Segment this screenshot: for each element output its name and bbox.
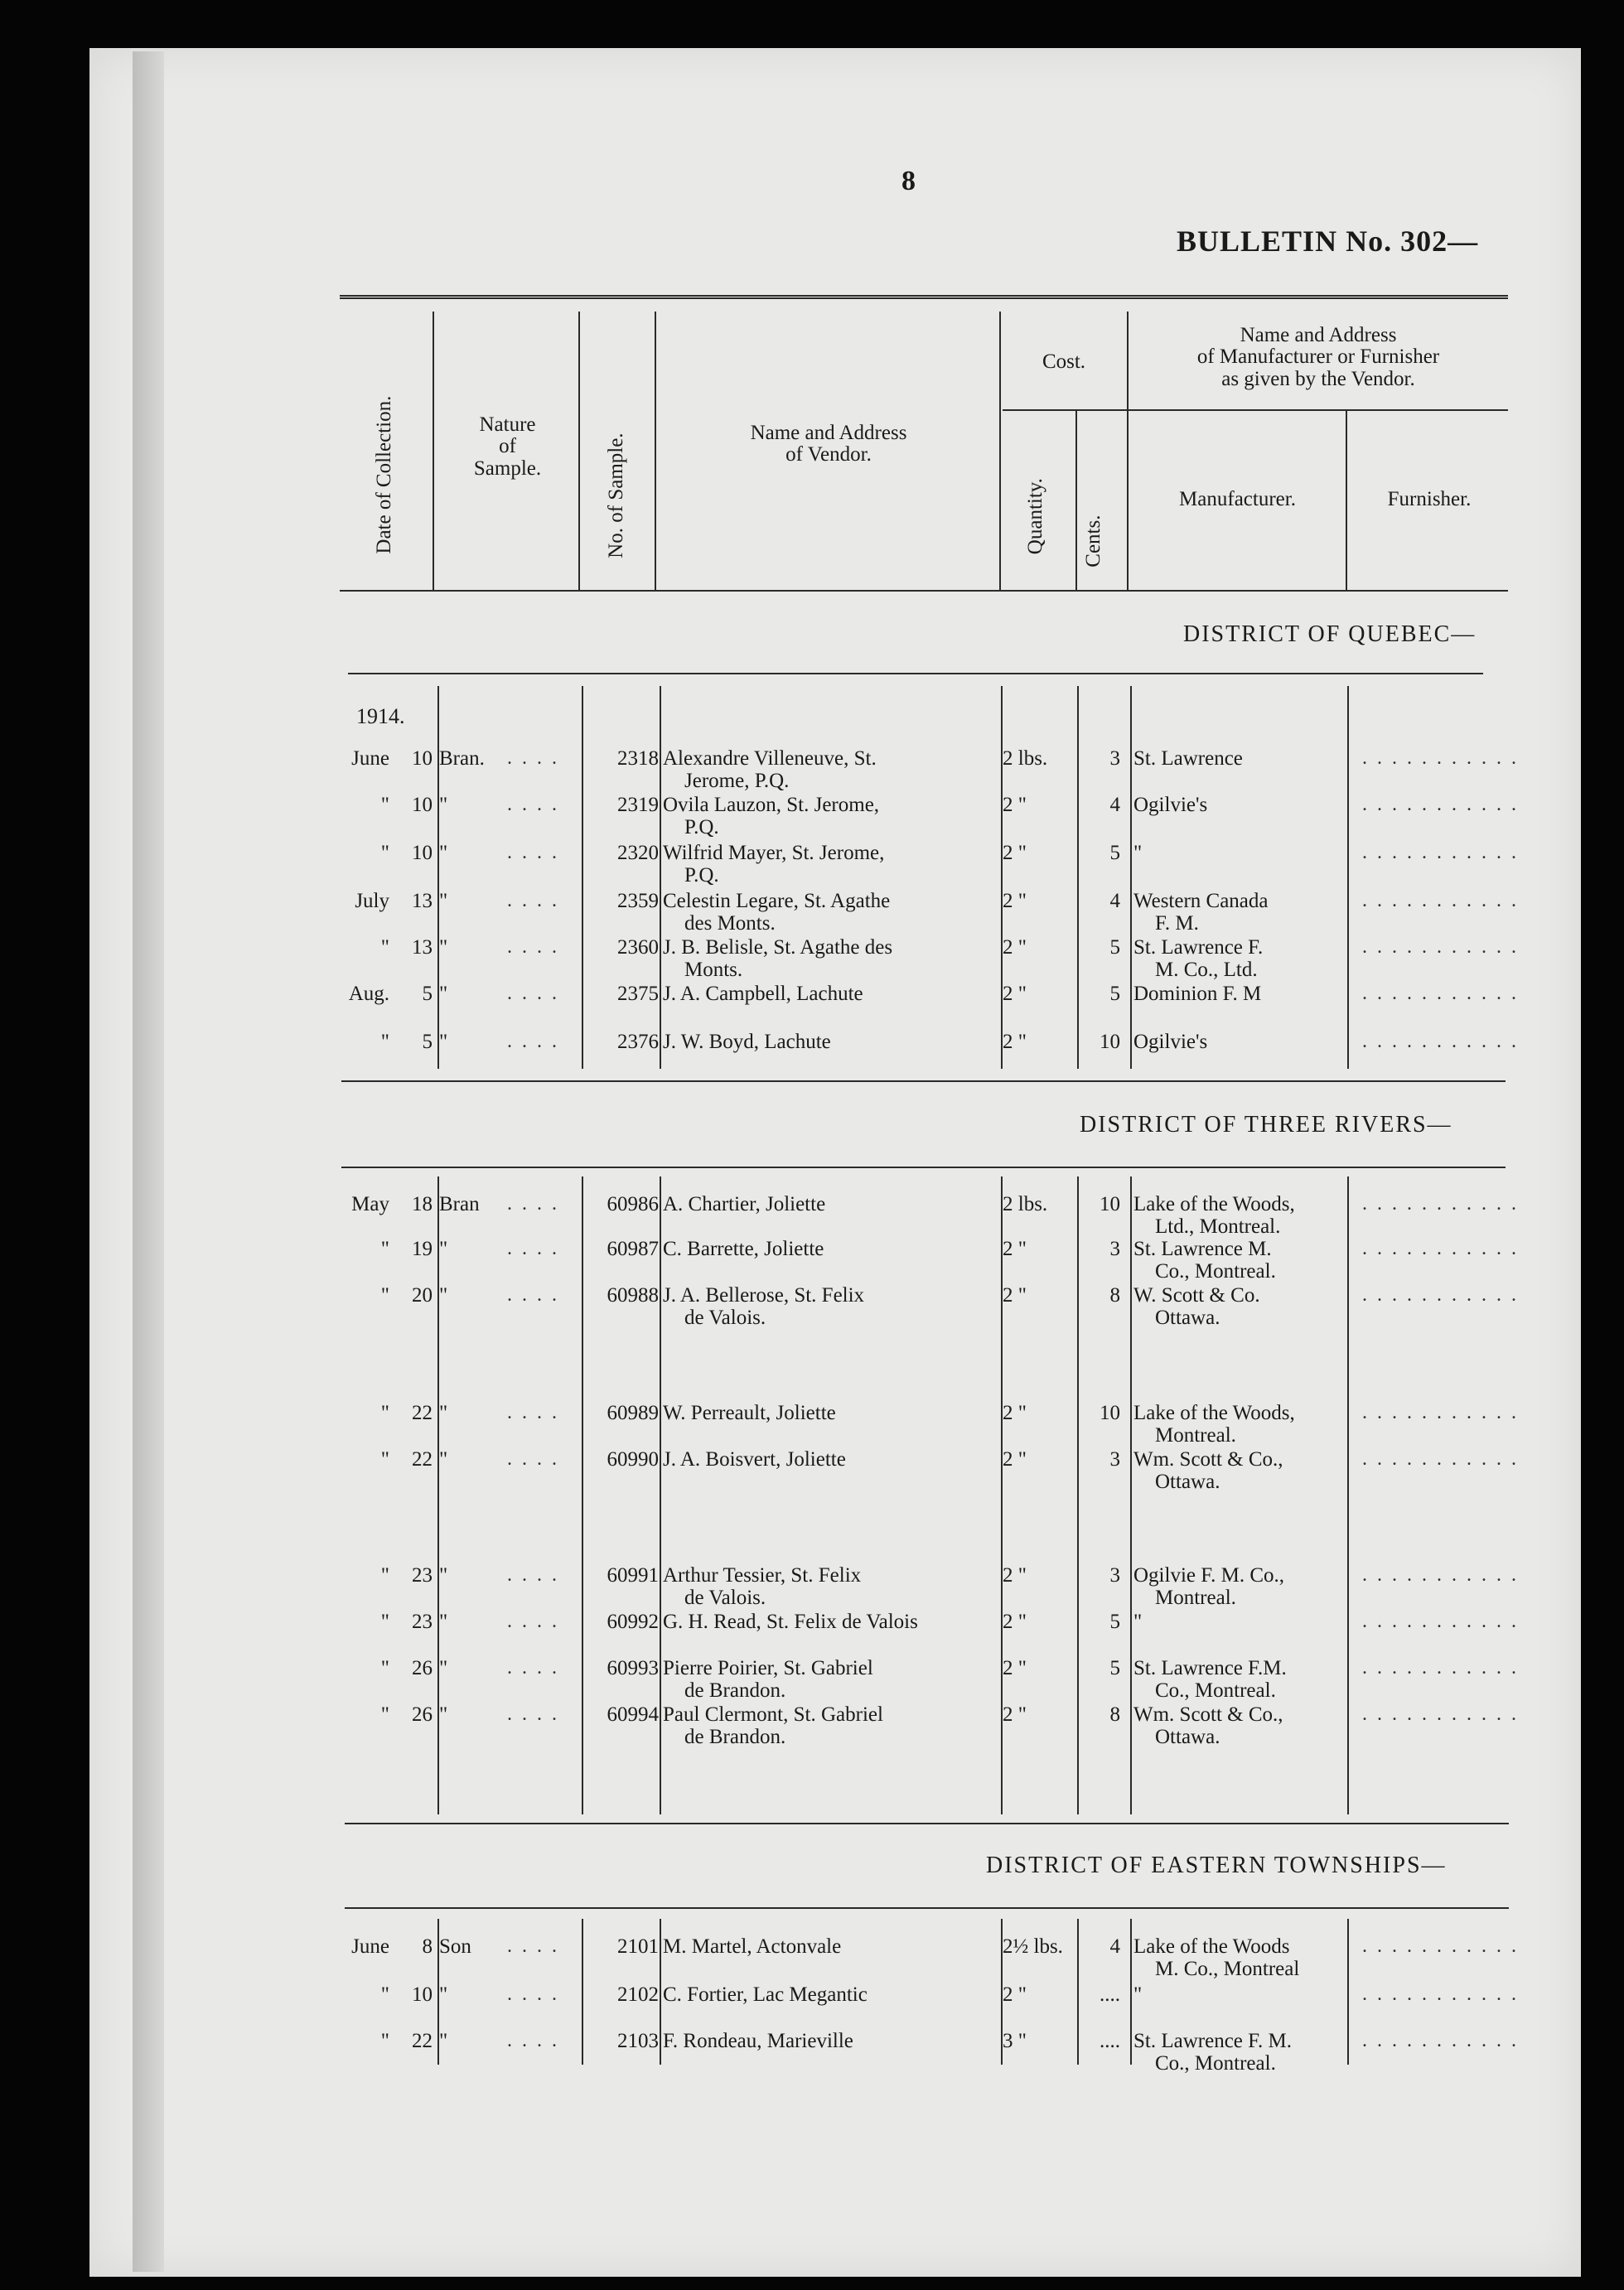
manufacturer-line: Lake of the Woods, xyxy=(1133,1402,1295,1424)
row-day: 13 xyxy=(412,890,433,912)
row-vendor xyxy=(663,1193,1001,1215)
manufacturer-line: F. M. xyxy=(1155,912,1199,935)
row-cents: 5 xyxy=(1109,936,1120,959)
row-month: " xyxy=(380,1031,389,1053)
row-manufacturer xyxy=(1133,1193,1345,1238)
row-quantity: 2 " xyxy=(1003,794,1027,816)
row-nature-leader: . . . . xyxy=(507,1284,559,1306)
row-vendor xyxy=(663,1935,1001,1958)
manufacturer-line: Co., Montreal. xyxy=(1155,1679,1276,1702)
row-manufacturer xyxy=(1133,1935,1345,1980)
column-rule xyxy=(1130,686,1132,1069)
row-vendor xyxy=(663,2030,1001,2052)
row-sample-no: 60993 xyxy=(607,1657,659,1679)
row-nature-leader: . . . . xyxy=(507,842,559,863)
row-sample-no: 2318 xyxy=(617,747,659,770)
row-furnisher-leader: . . . . . . . . . . . xyxy=(1362,1657,1519,1679)
vendor-line: P.Q. xyxy=(684,864,719,887)
row-cents: 8 xyxy=(1109,1284,1120,1307)
row-month: " xyxy=(380,1657,389,1679)
page-edge xyxy=(133,51,164,2272)
row-vendor xyxy=(663,1448,1001,1471)
manufacturer-line: Ottawa. xyxy=(1155,1471,1220,1493)
row-nature-leader: . . . . xyxy=(507,794,559,815)
row-manufacturer xyxy=(1133,1611,1345,1633)
row-nature-leader: . . . . xyxy=(507,936,559,958)
row-manufacturer xyxy=(1133,794,1345,816)
row-furnisher-leader: . . . . . . . . . . . xyxy=(1362,794,1519,815)
row-cents: 5 xyxy=(1109,983,1120,1005)
manufacturer-line: Wm. Scott & Co., xyxy=(1133,1448,1283,1471)
row-nature-leader: . . . . xyxy=(507,1402,559,1423)
row-day: 23 xyxy=(412,1611,433,1633)
header-quantity: Quantity. xyxy=(1023,478,1046,555)
row-nature: " xyxy=(439,1657,448,1679)
row-nature: " xyxy=(439,1402,448,1424)
row-manufacturer xyxy=(1133,1402,1345,1447)
column-rule xyxy=(1347,686,1349,1069)
vendor-line: J. A. Boisvert, Joliette xyxy=(663,1448,846,1471)
row-quantity: 2 " xyxy=(1003,983,1027,1005)
row-nature-leader: . . . . xyxy=(507,1657,559,1679)
vendor-line: Monts. xyxy=(684,959,743,981)
row-day: 26 xyxy=(412,1703,433,1726)
column-rule xyxy=(437,686,439,1069)
row-vendor xyxy=(663,842,1001,887)
row-day: 10 xyxy=(412,1983,433,2006)
header-cost: Cost. xyxy=(1042,350,1086,373)
row-sample-no: 60991 xyxy=(607,1564,659,1587)
row-furnisher-leader: . . . . . . . . . . . xyxy=(1362,983,1519,1004)
row-nature: " xyxy=(439,1031,448,1053)
row-nature: " xyxy=(439,890,448,912)
vendor-line: de Brandon. xyxy=(684,1726,786,1748)
row-furnisher-leader: . . . . . . . . . . . xyxy=(1362,1935,1519,1957)
row-furnisher-leader: . . . . . . . . . . . xyxy=(1362,842,1519,863)
manufacturer-line: Ltd., Montreal. xyxy=(1155,1215,1281,1238)
row-furnisher-leader: . . . . . . . . . . . xyxy=(1362,1193,1519,1215)
row-manufacturer xyxy=(1133,1284,1345,1329)
row-nature: " xyxy=(439,1448,448,1471)
vendor-line: Ovila Lauzon, St. Jerome, xyxy=(663,794,880,816)
manufacturer-line: St. Lawrence F. M. xyxy=(1133,2030,1293,2052)
row-cents: 5 xyxy=(1109,1657,1120,1679)
row-nature: Bran xyxy=(439,1193,480,1215)
district-heading-three-rivers: DISTRICT OF THREE RIVERS— xyxy=(1080,1112,1452,1138)
row-manufacturer xyxy=(1133,1031,1345,1053)
row-manufacturer xyxy=(1133,936,1345,981)
row-sample-no: 60992 xyxy=(607,1611,659,1633)
row-sample-no: 2376 xyxy=(617,1031,659,1053)
year-label: 1914. xyxy=(356,704,405,728)
row-month: July xyxy=(355,890,389,912)
row-sample-no: 60990 xyxy=(607,1448,659,1471)
row-nature: " xyxy=(439,1284,448,1307)
bulletin-title: BULLETIN No. 302— xyxy=(1177,225,1479,258)
manufacturer-line: " xyxy=(1133,1983,1143,2006)
vendor-line: M. Martel, Actonvale xyxy=(663,1935,842,1958)
row-cents: 10 xyxy=(1100,1193,1120,1215)
row-manufacturer xyxy=(1133,983,1345,1005)
row-sample-no: 2359 xyxy=(617,890,659,912)
row-furnisher-leader: . . . . . . . . . . . xyxy=(1362,747,1519,769)
vendor-line: de Valois. xyxy=(684,1307,766,1329)
row-day: 23 xyxy=(412,1564,433,1587)
vendor-line: P.Q. xyxy=(684,816,719,838)
manufacturer-line: Ogilvie's xyxy=(1133,1031,1208,1053)
vendor-line: Arthur Tessier, St. Felix xyxy=(663,1564,862,1587)
header-date-of-collection: Date of Collection. xyxy=(372,395,395,554)
row-cents: 3 xyxy=(1109,1448,1120,1471)
manufacturer-line: Co., Montreal. xyxy=(1155,2052,1276,2075)
row-vendor xyxy=(663,983,1001,1005)
manufacturer-line: M. Co., Ltd. xyxy=(1155,959,1258,981)
row-quantity: 2 lbs. xyxy=(1003,1193,1048,1215)
row-nature: " xyxy=(439,1564,448,1587)
row-cents: 10 xyxy=(1100,1031,1120,1053)
row-cents: 5 xyxy=(1109,842,1120,864)
column-rule xyxy=(660,1919,661,2065)
row-nature-leader: . . . . xyxy=(507,1983,559,2005)
row-month: Aug. xyxy=(348,983,389,1005)
row-manufacturer xyxy=(1133,1564,1345,1609)
column-rule xyxy=(1347,1919,1349,2065)
column-rule xyxy=(1347,1176,1349,1814)
row-quantity: 2 " xyxy=(1003,1983,1027,2006)
header-top-rule xyxy=(340,295,1508,299)
row-day: 10 xyxy=(412,794,433,816)
row-vendor xyxy=(663,747,1001,792)
row-month: " xyxy=(380,2030,389,2052)
row-sample-no: 60994 xyxy=(607,1703,659,1726)
row-day: 5 xyxy=(422,1031,433,1053)
column-rule xyxy=(1130,1919,1132,2065)
manufacturer-line: Co., Montreal. xyxy=(1155,1260,1276,1283)
row-quantity: 2 " xyxy=(1003,1564,1027,1587)
row-vendor xyxy=(663,890,1001,935)
row-furnisher-leader: . . . . . . . . . . . xyxy=(1362,1983,1519,2005)
row-manufacturer xyxy=(1133,890,1345,935)
row-nature: " xyxy=(439,1983,448,2006)
row-nature-leader: . . . . xyxy=(507,890,559,911)
header-no-of-sample: No. of Sample. xyxy=(604,432,627,558)
vendor-line: des Monts. xyxy=(684,912,776,935)
row-nature: " xyxy=(439,1238,448,1260)
row-quantity: 2 " xyxy=(1003,936,1027,959)
row-sample-no: 2320 xyxy=(617,842,659,864)
row-sample-no: 2102 xyxy=(617,1983,659,2006)
row-day: 8 xyxy=(422,1935,433,1958)
row-nature: " xyxy=(439,794,448,816)
row-month: " xyxy=(380,1448,389,1471)
row-day: 5 xyxy=(422,983,433,1005)
manufacturer-line: Wm. Scott & Co., xyxy=(1133,1703,1283,1726)
vendor-line: A. Chartier, Joliette xyxy=(663,1193,826,1215)
row-vendor xyxy=(663,1703,1001,1748)
row-manufacturer xyxy=(1133,747,1345,770)
row-manufacturer xyxy=(1133,1983,1345,2006)
row-nature-leader: . . . . xyxy=(507,1031,559,1052)
row-manufacturer xyxy=(1133,1703,1345,1748)
manufacturer-line: Lake of the Woods xyxy=(1133,1935,1290,1958)
row-quantity: 2 " xyxy=(1003,1611,1027,1633)
row-sample-no: 60989 xyxy=(607,1402,659,1424)
row-vendor xyxy=(663,1564,1001,1609)
row-vendor xyxy=(663,1611,1001,1633)
row-sample-no: 2360 xyxy=(617,936,659,959)
row-cents: .... xyxy=(1100,2030,1120,2052)
row-month: " xyxy=(380,1983,389,2006)
row-nature: " xyxy=(439,842,448,864)
row-manufacturer xyxy=(1133,1448,1345,1493)
header-nature-of-sample: Nature of Sample. xyxy=(473,413,542,480)
row-vendor xyxy=(663,936,1001,981)
row-day: 22 xyxy=(412,1448,433,1471)
row-cents: 8 xyxy=(1109,1703,1120,1726)
manufacturer-line: St. Lawrence F.M. xyxy=(1133,1657,1287,1679)
header-vendor: Name and Address of Vendor. xyxy=(750,422,907,466)
vendor-line: W. Perreault, Joliette xyxy=(663,1402,836,1424)
row-quantity: 2 " xyxy=(1003,1284,1027,1307)
manufacturer-line: " xyxy=(1133,1611,1143,1633)
manufacturer-line: Lake of the Woods, xyxy=(1133,1193,1295,1215)
row-manufacturer xyxy=(1133,842,1345,864)
column-rule xyxy=(1077,686,1079,1069)
manufacturer-line: Ottawa. xyxy=(1155,1307,1220,1329)
vendor-line: Jerome, P.Q. xyxy=(684,770,790,792)
row-sample-no: 2375 xyxy=(617,983,659,1005)
row-day: 22 xyxy=(412,2030,433,2052)
row-furnisher-leader: . . . . . . . . . . . xyxy=(1362,890,1519,911)
row-vendor xyxy=(663,1657,1001,1702)
row-quantity: 2 " xyxy=(1003,890,1027,912)
row-cents: 10 xyxy=(1100,1402,1120,1424)
vendor-line: C. Barrette, Joliette xyxy=(663,1238,824,1260)
manufacturer-line: Western Canada xyxy=(1133,890,1269,912)
row-furnisher-leader: . . . . . . . . . . . xyxy=(1362,1564,1519,1586)
row-manufacturer xyxy=(1133,1657,1345,1702)
row-sample-no: 60987 xyxy=(607,1238,659,1260)
row-nature: Bran. xyxy=(439,747,485,770)
row-furnisher-leader: . . . . . . . . . . . xyxy=(1362,1284,1519,1306)
row-month: " xyxy=(380,1611,389,1633)
vendor-line: J. A. Bellerose, St. Felix xyxy=(663,1284,865,1307)
row-furnisher-leader: . . . . . . . . . . . xyxy=(1362,1611,1519,1632)
row-nature: " xyxy=(439,983,448,1005)
vendor-line: C. Fortier, Lac Megantic xyxy=(663,1983,868,2006)
row-furnisher-leader: . . . . . . . . . . . xyxy=(1362,1448,1519,1470)
header-bottom-rule xyxy=(340,590,1508,592)
row-nature-leader: . . . . xyxy=(507,2030,559,2051)
row-furnisher-leader: . . . . . . . . . . . xyxy=(1362,1703,1519,1725)
row-cents: 3 xyxy=(1109,1564,1120,1587)
row-quantity: 2 " xyxy=(1003,1703,1027,1726)
vendor-line: G. H. Read, St. Felix de Valois xyxy=(663,1611,918,1633)
manufacturer-line: Montreal. xyxy=(1155,1587,1236,1609)
manufacturer-line: Montreal. xyxy=(1155,1424,1236,1447)
manufacturer-line: " xyxy=(1133,842,1143,864)
row-nature-leader: . . . . xyxy=(507,747,559,769)
vendor-line: de Valois. xyxy=(684,1587,766,1609)
row-month: June xyxy=(351,1935,389,1958)
row-quantity: 2 " xyxy=(1003,1238,1027,1260)
row-vendor xyxy=(663,794,1001,838)
row-day: 22 xyxy=(412,1402,433,1424)
row-month: " xyxy=(380,1284,389,1307)
row-furnisher-leader: . . . . . . . . . . . xyxy=(1362,2030,1519,2051)
row-nature-leader: . . . . xyxy=(507,1611,559,1632)
vendor-line: de Brandon. xyxy=(684,1679,786,1702)
row-furnisher-leader: . . . . . . . . . . . xyxy=(1362,1402,1519,1423)
row-quantity: 2 " xyxy=(1003,1402,1027,1424)
row-cents: 4 xyxy=(1109,890,1120,912)
row-quantity: 2½ lbs. xyxy=(1003,1935,1063,1958)
row-sample-no: 60986 xyxy=(607,1193,659,1215)
vendor-line: F. Rondeau, Marieville xyxy=(663,2030,853,2052)
row-month: " xyxy=(380,842,389,864)
vendor-line: Pierre Poirier, St. Gabriel xyxy=(663,1657,873,1679)
row-cents: 5 xyxy=(1109,1611,1120,1633)
manufacturer-line: St. Lawrence M. xyxy=(1133,1238,1272,1260)
row-furnisher-leader: . . . . . . . . . . . xyxy=(1362,1031,1519,1052)
row-quantity: 2 " xyxy=(1003,1448,1027,1471)
manufacturer-line: St. Lawrence F. xyxy=(1133,936,1264,959)
row-day: 20 xyxy=(412,1284,433,1307)
row-cents: 3 xyxy=(1109,747,1120,770)
vendor-line: J. A. Campbell, Lachute xyxy=(663,983,863,1005)
row-nature-leader: . . . . xyxy=(507,1193,559,1215)
vendor-line: Alexandre Villeneuve, St. xyxy=(663,747,877,770)
row-quantity: 2 " xyxy=(1003,1031,1027,1053)
row-sample-no: 2101 xyxy=(617,1935,659,1958)
row-day: 18 xyxy=(412,1193,433,1215)
column-rule xyxy=(1001,686,1003,1069)
row-furnisher-leader: . . . . . . . . . . . xyxy=(1362,936,1519,958)
column-rule xyxy=(582,1176,583,1814)
header-cost-rule xyxy=(1003,409,1508,411)
row-nature-leader: . . . . xyxy=(507,983,559,1004)
page-number: 8 xyxy=(901,166,916,196)
row-month: " xyxy=(380,794,389,816)
row-quantity: 3 " xyxy=(1003,2030,1027,2052)
district-heading-quebec: DISTRICT OF QUEBEC— xyxy=(1183,621,1477,647)
row-month: " xyxy=(380,1402,389,1424)
row-quantity: 2 lbs. xyxy=(1003,747,1048,770)
row-vendor xyxy=(663,1983,1001,2006)
row-cents: .... xyxy=(1100,1983,1120,2006)
manufacturer-line: Dominion F. M xyxy=(1133,983,1262,1005)
row-quantity: 2 " xyxy=(1003,842,1027,864)
manufacturer-line: Ogilvie F. M. Co., xyxy=(1133,1564,1285,1587)
row-cents: 4 xyxy=(1109,794,1120,816)
manufacturer-line: Ogilvie's xyxy=(1133,794,1208,816)
row-month: May xyxy=(351,1193,389,1215)
manufacturer-line: St. Lawrence xyxy=(1133,747,1243,770)
column-rule xyxy=(660,1176,661,1814)
row-nature-leader: . . . . xyxy=(507,1238,559,1259)
row-nature: Son xyxy=(439,1935,471,1958)
row-nature: " xyxy=(439,936,448,959)
row-month: " xyxy=(380,1564,389,1587)
row-month: " xyxy=(380,1703,389,1726)
manufacturer-line: Ottawa. xyxy=(1155,1726,1220,1748)
row-month: " xyxy=(380,936,389,959)
vendor-line: Paul Clermont, St. Gabriel xyxy=(663,1703,883,1726)
vendor-line: Wilfrid Mayer, St. Jerome, xyxy=(663,842,885,864)
row-nature-leader: . . . . xyxy=(507,1703,559,1725)
column-rule xyxy=(582,1919,583,2065)
row-manufacturer xyxy=(1133,1238,1345,1283)
row-cents: 4 xyxy=(1109,1935,1120,1958)
row-month: " xyxy=(380,1238,389,1260)
row-day: 26 xyxy=(412,1657,433,1679)
column-rule xyxy=(582,686,583,1069)
header-furnisher: Furnisher. xyxy=(1387,488,1472,510)
row-sample-no: 2319 xyxy=(617,794,659,816)
header-manufacturer: Manufacturer. xyxy=(1179,488,1296,510)
manufacturer-line: W. Scott & Co. xyxy=(1133,1284,1260,1307)
row-sample-no: 60988 xyxy=(607,1284,659,1307)
row-day: 10 xyxy=(412,747,433,770)
district-heading-eastern-townships: DISTRICT OF EASTERN TOWNSHIPS— xyxy=(986,1853,1447,1878)
row-vendor xyxy=(663,1402,1001,1424)
row-quantity: 2 " xyxy=(1003,1657,1027,1679)
row-day: 19 xyxy=(412,1238,433,1260)
column-rule xyxy=(1130,1176,1132,1814)
row-vendor xyxy=(663,1238,1001,1260)
header-name-address-manufacturer: Name and Address of Manufacturer or Furnisher as given by the Vendor. xyxy=(1196,324,1440,390)
row-month: June xyxy=(351,747,389,770)
row-nature: " xyxy=(439,1703,448,1726)
row-nature-leader: . . . . xyxy=(507,1935,559,1957)
row-nature-leader: . . . . xyxy=(507,1564,559,1586)
row-vendor xyxy=(663,1284,1001,1329)
row-cents: 3 xyxy=(1109,1238,1120,1260)
row-manufacturer xyxy=(1133,2030,1345,2075)
row-nature-leader: . . . . xyxy=(507,1448,559,1470)
vendor-line: J. B. Belisle, St. Agathe des xyxy=(663,936,893,959)
row-nature: " xyxy=(439,1611,448,1633)
column-rule xyxy=(660,686,661,1069)
row-vendor xyxy=(663,1031,1001,1053)
manufacturer-line: M. Co., Montreal xyxy=(1155,1958,1300,1980)
row-day: 13 xyxy=(412,936,433,959)
row-nature: " xyxy=(439,2030,448,2052)
row-day: 10 xyxy=(412,842,433,864)
row-sample-no: 2103 xyxy=(617,2030,659,2052)
vendor-line: J. W. Boyd, Lachute xyxy=(663,1031,831,1053)
row-furnisher-leader: . . . . . . . . . . . xyxy=(1362,1238,1519,1259)
header-cents: Cents. xyxy=(1081,515,1104,568)
vendor-line: Celestin Legare, St. Agathe xyxy=(663,890,891,912)
